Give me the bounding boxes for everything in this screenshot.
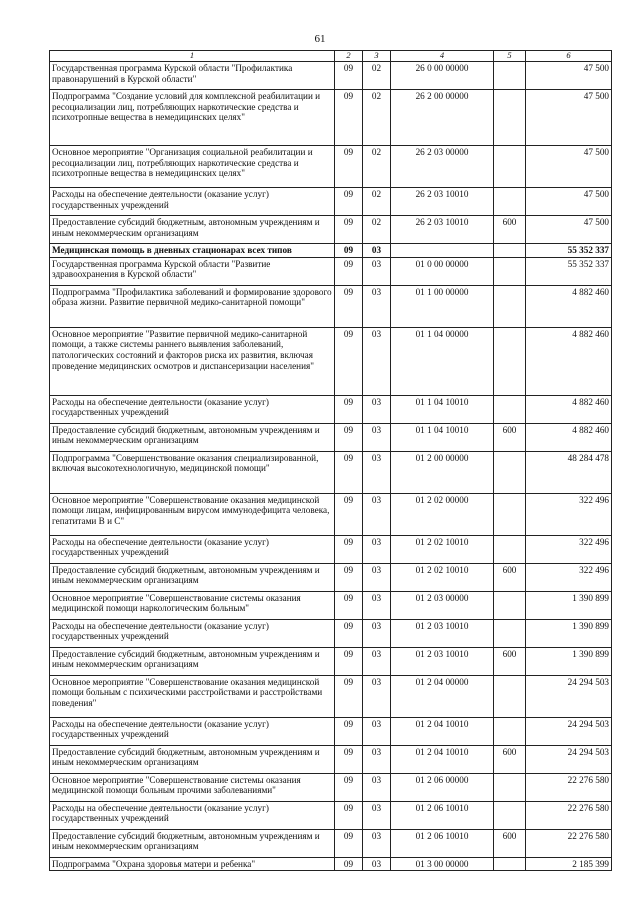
table-row [50, 619, 612, 647]
row-expense-type [494, 145, 526, 187]
row-amount: 22 276 580 [526, 773, 612, 801]
table-row [50, 675, 612, 717]
row-section: 09 [335, 89, 363, 145]
table-row [50, 243, 612, 257]
row-subsection: 03 [363, 493, 391, 535]
table-row [50, 717, 612, 745]
row-name: Медицинская помощь в дневных стационарах всех типов [50, 243, 335, 257]
row-amount: 55 352 337 [526, 243, 612, 257]
row-target-item: 26 2 03 10010 [391, 187, 494, 215]
row-section: 09 [335, 257, 363, 285]
table-row [50, 423, 612, 451]
table-row [50, 493, 612, 535]
row-expense-type [494, 675, 526, 717]
row-subsection: 03 [363, 717, 391, 745]
table-row [50, 145, 612, 187]
row-subsection: 03 [363, 591, 391, 619]
row-target-item: 01 1 04 10010 [391, 423, 494, 451]
row-target-item: 01 2 03 10010 [391, 647, 494, 675]
row-amount: 322 496 [526, 493, 612, 535]
row-name: Расходы на обеспечение деятельности (оказание услуг) государственных учреждений [50, 395, 335, 423]
row-expense-type [494, 89, 526, 145]
row-name: Основное мероприятие "Организация социальной реабилитации и ресоциализации лиц, потребляющих наркотические средства и психотропные вещества в немедицинских целях" [50, 145, 335, 187]
row-amount: 22 276 580 [526, 801, 612, 829]
row-name: Государственная программа Курской области "Развитие здравоохранения в Курской области" [50, 257, 335, 285]
row-target-item: 01 2 06 00000 [391, 773, 494, 801]
row-amount: 1 390 899 [526, 591, 612, 619]
row-section: 09 [335, 423, 363, 451]
row-expense-type [494, 243, 526, 257]
row-expense-type [494, 451, 526, 493]
table-row [50, 327, 612, 395]
column-header-expense-type: 5 [494, 51, 526, 62]
page-number: 61 [314, 33, 326, 45]
table-row [50, 591, 612, 619]
row-target-item: 01 2 04 10010 [391, 745, 494, 773]
row-expense-type [494, 257, 526, 285]
row-name: Основное мероприятие "Совершенствование оказания медицинской помощи больным с психическими расстройствами и расстройствами поведения" [50, 675, 335, 717]
row-amount: 322 496 [526, 535, 612, 563]
row-subsection: 03 [363, 285, 391, 327]
row-name: Предоставление субсидий бюджетным, автономным учреждениям и иным некоммерческим организациям [50, 563, 335, 591]
row-section: 09 [335, 535, 363, 563]
row-subsection: 02 [363, 145, 391, 187]
row-amount: 24 294 503 [526, 745, 612, 773]
table-row [50, 451, 612, 493]
row-amount: 24 294 503 [526, 717, 612, 745]
row-name: Основное мероприятие "Развитие первичной медико-санитарной помощи, а также системы раннего выявления заболеваний, патологических состояний и факторов риска их развития, включая проведение медицинских осмотров и диспансеризации населения" [50, 327, 335, 395]
row-name: Основное мероприятие "Совершенствование оказания медицинской помощи лицам, инфицированным вирусом иммунодефицита человека, гепатитами В и С" [50, 493, 335, 535]
row-section: 09 [335, 187, 363, 215]
row-section: 09 [335, 395, 363, 423]
row-amount: 22 276 580 [526, 829, 612, 857]
row-expense-type [494, 801, 526, 829]
row-section: 09 [335, 801, 363, 829]
row-expense-type [494, 535, 526, 563]
row-name: Подпрограмма "Создание условий для комплексной реабилитации и ресоциализации лиц, потребляющих наркотические средства и психотропные вещества в немедицинских целях" [50, 89, 335, 145]
row-subsection: 03 [363, 243, 391, 257]
row-section: 09 [335, 215, 363, 243]
row-name: Предоставление субсидий бюджетным, автономным учреждениям и иным некоммерческим организациям [50, 215, 335, 243]
row-section: 09 [335, 563, 363, 591]
row-target-item: 01 2 02 10010 [391, 563, 494, 591]
row-section: 09 [335, 773, 363, 801]
table-row [50, 395, 612, 423]
row-expense-type: 600 [494, 215, 526, 243]
row-section: 09 [335, 145, 363, 187]
row-amount: 4 882 460 [526, 423, 612, 451]
table-row [50, 857, 612, 871]
row-expense-type [494, 857, 526, 871]
row-subsection: 02 [363, 89, 391, 145]
row-amount: 47 500 [526, 61, 612, 89]
row-subsection: 03 [363, 451, 391, 493]
row-section: 09 [335, 829, 363, 857]
row-amount: 47 500 [526, 187, 612, 215]
column-header-subsection: 3 [363, 51, 391, 62]
row-name: Предоставление субсидий бюджетным, автономным учреждениям и иным некоммерческим организациям [50, 829, 335, 857]
table-row [50, 61, 612, 89]
row-subsection: 03 [363, 773, 391, 801]
row-name: Государственная программа Курской области "Профилактика правонарушений в Курской области" [50, 61, 335, 89]
row-expense-type [494, 773, 526, 801]
row-section: 09 [335, 61, 363, 89]
row-subsection: 03 [363, 423, 391, 451]
row-subsection: 03 [363, 619, 391, 647]
row-name: Предоставление субсидий бюджетным, автономным учреждениям и иным некоммерческим организациям [50, 745, 335, 773]
table-row [50, 535, 612, 563]
row-amount: 4 882 460 [526, 327, 612, 395]
table-row [50, 563, 612, 591]
row-name: Основное мероприятие "Совершенствование системы оказания медицинской помощи наркологическим больным" [50, 591, 335, 619]
row-target-item: 01 2 04 10010 [391, 717, 494, 745]
row-amount: 4 882 460 [526, 285, 612, 327]
row-expense-type: 600 [494, 563, 526, 591]
row-section: 09 [335, 493, 363, 535]
row-expense-type [494, 591, 526, 619]
row-amount: 55 352 337 [526, 257, 612, 285]
row-name: Подпрограмма "Совершенствование оказания специализированной, включая высокотехнологичную, медицинской помощи" [50, 451, 335, 493]
row-amount: 322 496 [526, 563, 612, 591]
table-row [50, 829, 612, 857]
table-row [50, 745, 612, 773]
row-name: Предоставление субсидий бюджетным, автономным учреждениям и иным некоммерческим организациям [50, 647, 335, 675]
table-row [50, 89, 612, 145]
row-expense-type [494, 619, 526, 647]
row-subsection: 03 [363, 745, 391, 773]
row-section: 09 [335, 451, 363, 493]
row-amount: 1 390 899 [526, 647, 612, 675]
row-subsection: 02 [363, 215, 391, 243]
row-section: 09 [335, 285, 363, 327]
row-amount: 48 284 478 [526, 451, 612, 493]
table-row [50, 257, 612, 285]
row-name: Расходы на обеспечение деятельности (оказание услуг) государственных учреждений [50, 187, 335, 215]
row-section: 09 [335, 327, 363, 395]
row-amount: 47 500 [526, 89, 612, 145]
column-header-amount: 6 [526, 51, 612, 62]
row-section: 09 [335, 857, 363, 871]
row-subsection: 03 [363, 675, 391, 717]
row-target-item: 26 2 03 00000 [391, 145, 494, 187]
row-target-item: 01 1 04 00000 [391, 327, 494, 395]
row-subsection: 03 [363, 257, 391, 285]
table-row [50, 647, 612, 675]
row-subsection: 03 [363, 563, 391, 591]
row-target-item: 01 2 04 00000 [391, 675, 494, 717]
row-subsection: 03 [363, 327, 391, 395]
row-target-item: 01 2 03 00000 [391, 591, 494, 619]
row-subsection: 03 [363, 535, 391, 563]
column-header-target-item: 4 [391, 51, 494, 62]
row-amount: 1 390 899 [526, 619, 612, 647]
row-section: 09 [335, 619, 363, 647]
row-subsection: 03 [363, 801, 391, 829]
column-header-section: 2 [335, 51, 363, 62]
row-target-item: 01 1 00 00000 [391, 285, 494, 327]
row-target-item: 26 2 00 00000 [391, 89, 494, 145]
row-target-item: 01 2 06 10010 [391, 829, 494, 857]
row-name: Предоставление субсидий бюджетным, автономным учреждениям и иным некоммерческим организациям [50, 423, 335, 451]
row-amount: 47 500 [526, 145, 612, 187]
row-name: Расходы на обеспечение деятельности (оказание услуг) государственных учреждений [50, 801, 335, 829]
row-subsection: 03 [363, 829, 391, 857]
row-expense-type: 600 [494, 647, 526, 675]
row-target-item [391, 243, 494, 257]
row-expense-type: 600 [494, 829, 526, 857]
table-row [50, 285, 612, 327]
row-target-item: 01 1 04 10010 [391, 395, 494, 423]
row-subsection: 03 [363, 647, 391, 675]
row-name: Подпрограмма "Профилактика заболеваний и формирование здорового образа жизни. Развитие первичной медико-санитарной помощи" [50, 285, 335, 327]
row-expense-type: 600 [494, 423, 526, 451]
row-section: 09 [335, 591, 363, 619]
row-target-item: 01 0 00 00000 [391, 257, 494, 285]
row-expense-type [494, 395, 526, 423]
row-target-item: 26 2 03 10010 [391, 215, 494, 243]
row-name: Расходы на обеспечение деятельности (оказание услуг) государственных учреждений [50, 535, 335, 563]
row-expense-type [494, 285, 526, 327]
row-section: 09 [335, 243, 363, 257]
row-expense-type [494, 327, 526, 395]
row-expense-type: 600 [494, 745, 526, 773]
row-expense-type [494, 493, 526, 535]
row-target-item: 01 2 00 00000 [391, 451, 494, 493]
table-row [50, 773, 612, 801]
table-row [50, 215, 612, 243]
header-row [50, 51, 612, 62]
row-subsection: 02 [363, 187, 391, 215]
row-target-item: 26 0 00 00000 [391, 61, 494, 89]
row-amount: 47 500 [526, 215, 612, 243]
row-expense-type [494, 717, 526, 745]
row-name: Расходы на обеспечение деятельности (оказание услуг) государственных учреждений [50, 717, 335, 745]
row-target-item: 01 2 02 10010 [391, 535, 494, 563]
row-expense-type [494, 61, 526, 89]
row-subsection: 03 [363, 395, 391, 423]
row-section: 09 [335, 717, 363, 745]
row-name: Подпрограмма "Охрана здоровья матери и ребенка" [50, 857, 335, 871]
row-target-item: 01 3 00 00000 [391, 857, 494, 871]
row-name: Основное мероприятие "Совершенствование системы оказания медицинской помощи больным прочими заболеваниями" [50, 773, 335, 801]
table-row [50, 801, 612, 829]
column-header-name: 1 [50, 51, 335, 62]
row-target-item: 01 2 06 10010 [391, 801, 494, 829]
row-name: Расходы на обеспечение деятельности (оказание услуг) государственных учреждений [50, 619, 335, 647]
row-amount: 24 294 503 [526, 675, 612, 717]
row-subsection: 02 [363, 61, 391, 89]
table-body [50, 61, 612, 870]
row-amount: 4 882 460 [526, 395, 612, 423]
row-target-item: 01 2 03 10010 [391, 619, 494, 647]
row-amount: 2 185 399 [526, 857, 612, 871]
row-target-item: 01 2 02 00000 [391, 493, 494, 535]
row-subsection: 03 [363, 857, 391, 871]
table-row [50, 187, 612, 215]
row-section: 09 [335, 647, 363, 675]
row-section: 09 [335, 675, 363, 717]
budget-table [49, 50, 612, 871]
row-section: 09 [335, 745, 363, 773]
row-expense-type [494, 187, 526, 215]
